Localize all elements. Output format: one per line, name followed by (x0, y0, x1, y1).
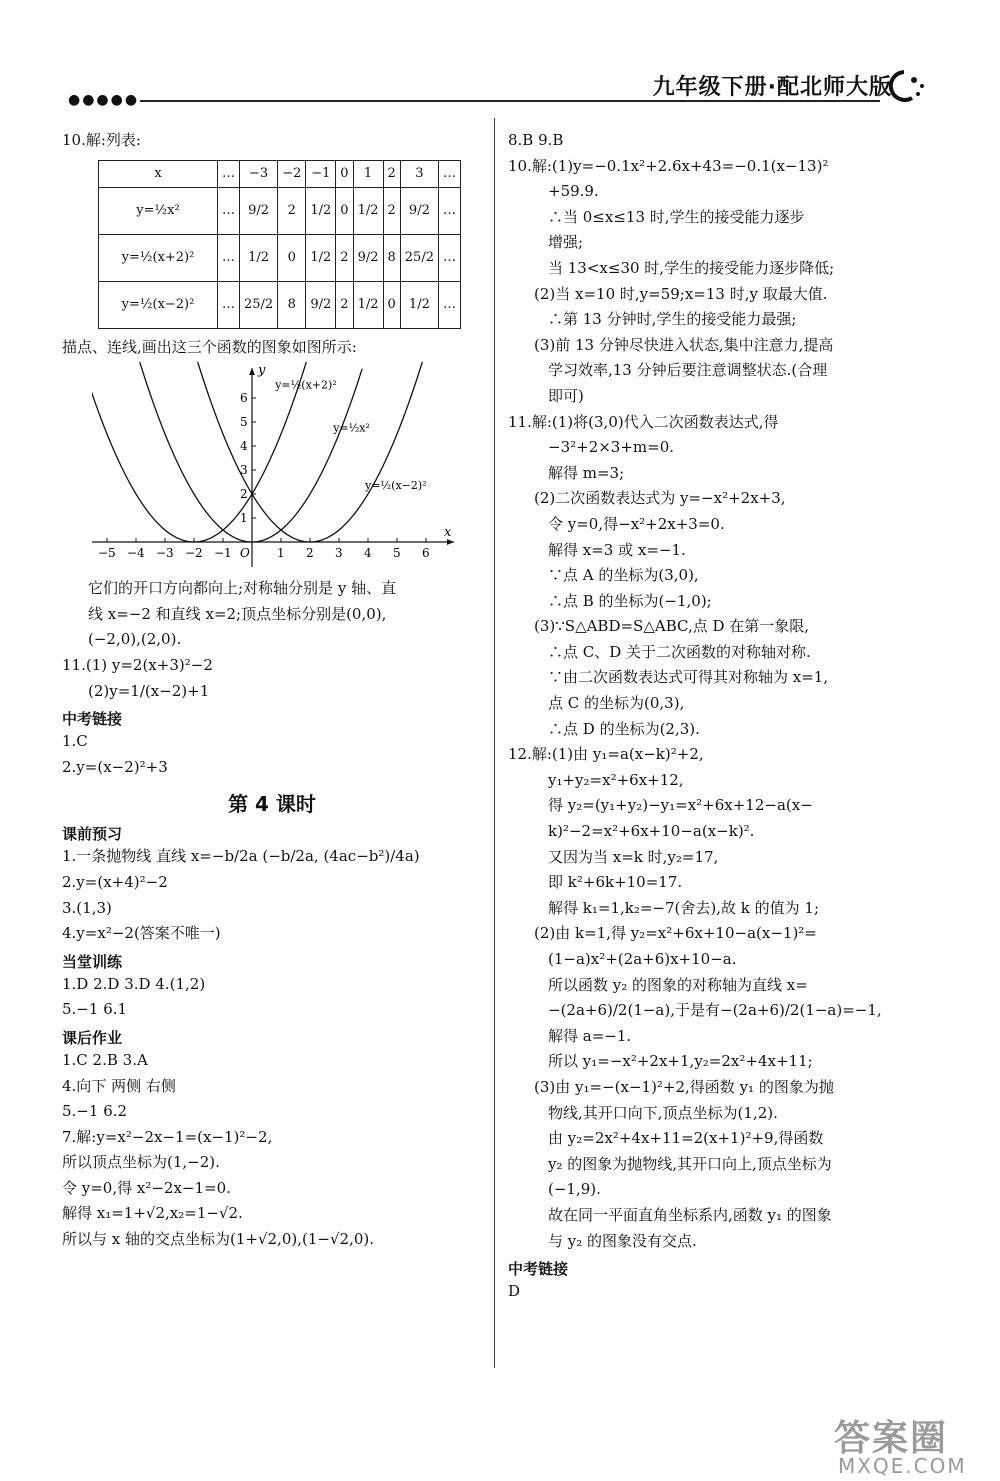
answer-line: 2.y=(x+4)²−2 (62, 872, 168, 891)
answer-line: 1.C (62, 732, 88, 751)
watermark-sub: MXQE.COM (838, 1454, 967, 1478)
table-cell: 25/2 (240, 281, 278, 328)
zhongkao-1-answers (62, 729, 482, 780)
table-cell: … (218, 234, 240, 281)
answer-line: 4.向下 两侧 右侧 (62, 1076, 176, 1095)
table-header-cell: 0 (336, 160, 353, 187)
answer-line: 11.解:(1)将(3,0)代入二次函数表达式,得 (508, 412, 779, 431)
section-class-training: 当堂训练 (62, 952, 123, 971)
answer-line: 8.B 9.B (508, 131, 564, 149)
table-cell: 2 (336, 234, 353, 281)
value-table (98, 160, 461, 329)
watermark (820, 1410, 1000, 1481)
answer-line: 所以函数 y₂ 的图象的对称轴为直线 x= (548, 975, 808, 994)
answer-line: 增强; (548, 233, 584, 252)
table-row (99, 187, 461, 234)
answer-line: ∵点 A 的坐标为(3,0), (548, 566, 699, 585)
table-cell: 9/2 (400, 187, 438, 234)
x-tick-label: O (240, 546, 250, 561)
table-cell: 2 (383, 187, 400, 234)
section-zhongkao-1: 中考链接 (62, 710, 123, 729)
x-tick-label: 1 (277, 546, 285, 561)
table-header-cell: −3 (240, 160, 278, 187)
table-header-cell: … (218, 160, 240, 187)
answer-line: 所以 y₁=−x²+2x+1,y₂=2x²+4x+11; (548, 1052, 813, 1071)
y-tick-label: 5 (240, 415, 248, 430)
answer-line: 解得 x=3 或 x=−1. (548, 540, 686, 559)
answer-line: 2.y=(x−2)²+3 (62, 757, 168, 776)
answer-line: 1.C 2.B 3.A (62, 1050, 148, 1069)
zhongkao-2-answer: D (508, 1282, 521, 1301)
answer-line: 所以顶点坐标为(1,−2). (62, 1153, 220, 1172)
answer-line: (3)由 y₁=−(x−1)²+2,得函数 y₁ 的图象为抛 (534, 1077, 834, 1096)
table-cell: 1/2 (306, 187, 336, 234)
answer-line: ∵由二次函数表达式可得其对称轴为 x=1, (548, 668, 829, 687)
answer-line: 与 y₂ 的图象没有交点. (548, 1231, 697, 1250)
x-tick-label: −4 (127, 546, 145, 561)
table-cell: 0 (383, 281, 400, 328)
table-cell: 8 (383, 234, 400, 281)
answer-line: 由 y₂=2x²+4x+11=2(x+1)²+9,得函数 (548, 1129, 824, 1148)
table-cell: 9/2 (353, 234, 383, 281)
preview-answers (62, 844, 482, 946)
answer-line: (3)∵S△ABD=S△ABC,点 D 在第一象限, (534, 617, 810, 636)
table-cell: … (438, 234, 460, 281)
answer-line: 1.一条抛物线 直线 x=−b/2a (−b/2a, (4ac−b²)/4a) (62, 847, 420, 866)
answer-line: (1−a)x²+(2a+6)x+10−a. (548, 950, 737, 968)
answer-line: −3²+2×3+m=0. (548, 438, 675, 457)
table-cell: 0 (336, 187, 353, 234)
table-cell: 2 (278, 187, 306, 234)
table-cell: 25/2 (400, 234, 438, 281)
q11-part2: (2)y=1/(x−2)+1 (88, 681, 210, 700)
x-tick-label: 2 (306, 546, 314, 561)
answer-line: (−1,9). (548, 1180, 601, 1199)
answer-line: 即可) (548, 386, 584, 405)
answer-line: 所以与 x 轴的交点坐标为(1+√2,0),(1−√2,0). (62, 1230, 374, 1249)
q10-plot-text: 描点、连线,画出这三个函数的图象如图所示: (62, 337, 357, 356)
table-cell: 0 (278, 234, 306, 281)
table-header-cell: 2 (383, 160, 400, 187)
header-dots: ●●●●● (68, 92, 140, 108)
right-answers (508, 128, 940, 1254)
table-header-cell: x (99, 160, 218, 187)
table-cell: 8 (278, 281, 306, 328)
homework-answers (62, 1048, 482, 1253)
answer-line: 故在同一平面直角坐标系内,函数 y₁ 的图象 (548, 1205, 832, 1224)
right-column (508, 128, 940, 1305)
x-tick-label: 3 (335, 546, 343, 561)
row-label: y=½(x−2)² (99, 281, 218, 328)
answer-line: 5.−1 6.2 (62, 1102, 128, 1121)
answer-line: 解得 x₁=1+√2,x₂=1−√2. (62, 1204, 243, 1223)
answer-line: (−2,0),(2,0). (88, 630, 182, 649)
column-divider (494, 118, 495, 1368)
answer-line: 解得 a=−1. (548, 1026, 632, 1045)
answer-line: 12.解:(1)由 y₁=a(x−k)²+2, (508, 745, 704, 764)
watermark-main: 答案圈 (834, 1418, 949, 1459)
table-row (99, 281, 461, 328)
answer-line: ∴第 13 分钟时,学生的接受能力最强; (548, 310, 797, 329)
table-header-cell: −2 (278, 160, 306, 187)
label-curve-b: y=½x² (333, 421, 370, 435)
x-tick-label: −2 (185, 546, 203, 561)
answer-line: 它们的开口方向都向上;对称轴分别是 y 轴、直 (88, 579, 397, 598)
row-label: y=½x² (99, 187, 218, 234)
x-tick-label: 5 (393, 546, 401, 561)
table-cell: … (438, 281, 460, 328)
answer-line: ∴当 0≤x≤13 时,学生的接受能力逐步 (548, 207, 805, 226)
answer-line: 点 C 的坐标为(0,3), (548, 694, 685, 713)
answer-line: 令 y=0,得 x²−2x−1=0. (62, 1178, 231, 1197)
y-tick-label: 3 (240, 463, 248, 478)
answer-line: (3)前 13 分钟尽快进入状态,集中注意力,提高 (534, 335, 834, 354)
page-title: 九年级下册·配北师大版 (652, 75, 892, 100)
table-cell: 1/2 (240, 234, 278, 281)
x-tick-label: −5 (98, 546, 116, 561)
label-curve-c: y=½(x−2)² (365, 479, 427, 493)
q10-conclusion (62, 576, 482, 653)
answer-line: 令 y=0,得−x²+2x+3=0. (548, 514, 725, 533)
lesson-title: 第 4 课时 (228, 792, 316, 817)
answer-line: 又因为当 x=k 时,y₂=17, (548, 847, 719, 866)
table-cell: 1/2 (353, 187, 383, 234)
y-tick-label: 6 (240, 391, 248, 406)
answer-line: k)²−2=x²+6x+10−a(x−k)². (548, 822, 755, 841)
label-curve-a: y=½(x+2)² (275, 378, 337, 392)
x-tick-label: 6 (422, 546, 430, 561)
x-tick-label: −1 (214, 546, 232, 561)
table-cell: 9/2 (240, 187, 278, 234)
answer-line: 解得 m=3; (548, 463, 625, 482)
answer-line: 10.解:(1)y=−0.1x²+2.6x+43=−0.1(x−13)² (508, 156, 829, 175)
answer-line: 4.y=x²−2(答案不唯一) (62, 924, 221, 943)
answer-line: 得 y₂=(y₁+y₂)−y₁=x²+6x+12−a(x− (548, 796, 813, 815)
section-zhongkao-2: 中考链接 (508, 1260, 569, 1279)
table-cell: 9/2 (306, 281, 336, 328)
y-axis-arrow-icon (249, 368, 255, 375)
table-cell: … (438, 187, 460, 234)
answer-line: y₁+y₂=x²+6x+12, (548, 770, 684, 789)
answer-line: 物线,其开口向下,顶点坐标为(1,2). (548, 1103, 778, 1122)
answer-line: 学习效率,13 分钟后要注意调整状态.(合理 (548, 361, 828, 380)
answer-line: +59.9. (548, 182, 599, 201)
page-header (0, 0, 1000, 110)
table-cell: 1/2 (400, 281, 438, 328)
table-header-cell: 3 (400, 160, 438, 187)
x-tick-label: −3 (156, 546, 174, 561)
table-header-cell: … (438, 160, 460, 187)
y-axis-label: y (258, 363, 266, 379)
answer-line: ∴点 B 的坐标为(−1,0); (548, 591, 712, 610)
section-preview: 课前预习 (62, 825, 123, 844)
x-tick-label: 4 (364, 546, 372, 561)
answer-line: (2)由 k=1,得 y₂=x²+6x+10−a(x−1)²= (534, 924, 817, 943)
q10-heading: 10.解:列表: (62, 131, 141, 149)
table-row (99, 234, 461, 281)
answer-line: 即 k²+6k+10=17. (548, 873, 683, 892)
answer-line: 当 13<x≤30 时,学生的接受能力逐步降低; (548, 258, 835, 277)
table-cell: 2 (336, 281, 353, 328)
table-cell: 1/2 (306, 234, 336, 281)
header-logo-icon (882, 68, 928, 102)
answer-line: 5.−1 6.1 (62, 1000, 128, 1019)
answer-line: ∴点 C、D 关于二次函数的对称轴对称. (548, 642, 811, 661)
row-label: y=½(x+2)² (99, 234, 218, 281)
answer-line: y₂ 的图象为抛物线,其开口向上,顶点坐标为 (548, 1154, 832, 1173)
y-tick-label: 1 (240, 511, 248, 526)
table-cell: … (218, 187, 240, 234)
answer-line: −(2a+6)/2(1−a),于是有−(2a+6)/2(1−a)=−1, (548, 1001, 882, 1020)
table-header-cell: 1 (353, 160, 383, 187)
table-cell: 1/2 (353, 281, 383, 328)
answer-line: (2)二次函数表达式为 y=−x²+2x+3, (534, 489, 786, 508)
answer-line: (2)当 x=10 时,y=59;x=13 时,y 取最大值. (534, 284, 828, 303)
section-homework: 课后作业 (62, 1028, 123, 1047)
answer-line: 7.解:y=x²−2x−1=(x−1)²−2, (62, 1127, 273, 1146)
class-answers (62, 972, 482, 1023)
answer-line: 线 x=−2 和直线 x=2;顶点坐标分别是(0,0), (88, 604, 387, 623)
answer-line: ∴点 D 的坐标为(2,3). (548, 719, 700, 738)
answer-line: 1.D 2.D 3.D 4.(1,2) (62, 974, 206, 993)
left-column (62, 128, 482, 1253)
x-axis-label: x (444, 525, 452, 541)
q11-part1: 11.(1) y=2(x+3)²−2 (62, 655, 213, 674)
answer-line: 解得 k₁=1,k₂=−7(舍去),故 k 的值为 1; (548, 898, 819, 917)
parabola-graph (92, 362, 462, 572)
y-tick-label: 4 (240, 439, 248, 454)
answer-line: 3.(1,3) (62, 898, 112, 917)
table-header-cell: −1 (306, 160, 336, 187)
table-cell: … (218, 281, 240, 328)
y-tick-label: 2 (240, 487, 248, 502)
